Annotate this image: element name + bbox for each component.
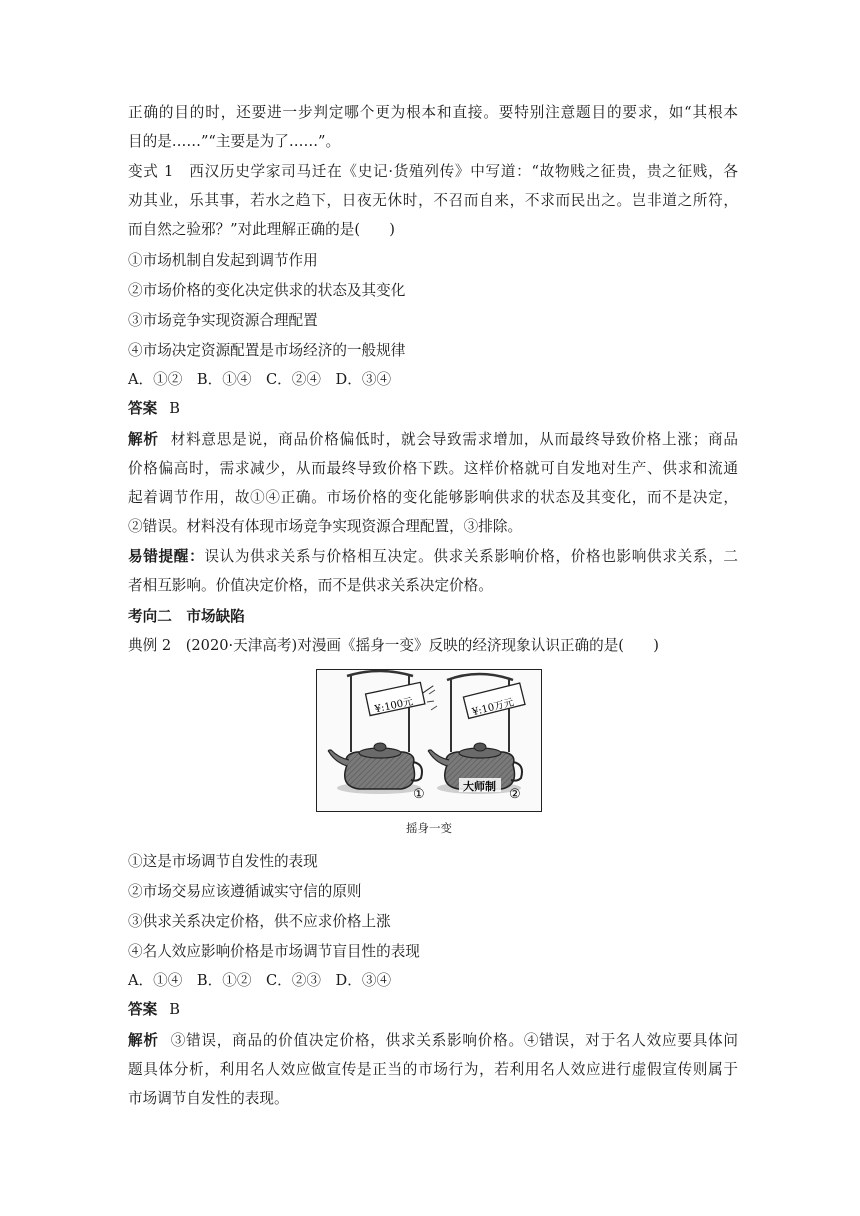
- example-option-4: ④名人效应影响价格是市场调节盲目性的表现: [128, 943, 420, 960]
- example-question: 典例 2 (2020·天津高考)对漫画《摇身一变》反映的经济现象认识正确的是( ): [128, 637, 659, 654]
- variant-choices: A．①② B．①④ C．②④ D．③④: [128, 371, 392, 388]
- section-heading: 考向二 市场缺陷: [128, 608, 245, 625]
- cartoon-figure: [316, 669, 542, 812]
- example-analysis-line-1: [128, 1031, 738, 1051]
- variant-option-1: ①市场机制自发起到调节作用: [128, 252, 318, 269]
- marker-1: ①: [413, 787, 425, 802]
- price-tag-1-text: ¥:100元: [373, 696, 415, 716]
- answer-value: B: [169, 400, 180, 417]
- answer-label: 答案: [128, 1001, 158, 1018]
- variant-analysis-line-2: 价格偏高时，需求减少，从而最终导致价格下跌。这样价格就可自发地对生产、供求和流通: [128, 460, 738, 477]
- variant-answer: [128, 399, 738, 419]
- variant-question-line-2: 劝其业，乐其事，若水之趋下，日夜无休时，不召而自来，不求而民出之。岂非道之所符，: [128, 192, 738, 209]
- figure-caption: 摇身一变: [406, 821, 452, 835]
- answer-value: B: [169, 1001, 180, 1018]
- tip-line-1: [128, 547, 738, 567]
- tip-line-2: 者相互影响。价值决定价格，而不是供求关系决定价格。: [128, 577, 493, 594]
- variant-option-4: ④市场决定资源配置是市场经济的一般规律: [128, 342, 406, 359]
- variant-question-line-3: 而自然之验邪？”对此理解正确的是( ): [128, 221, 395, 238]
- example-option-2: ②市场交易应该遵循诚实守信的原则: [128, 883, 362, 900]
- price-tag-2-text: ¥:10万元: [471, 697, 516, 719]
- example-option-3: ③供求关系决定价格，供不应求价格上涨: [128, 913, 391, 930]
- example-option-1: ①这是市场调节自发性的表现: [128, 853, 318, 870]
- answer-label: 答案: [128, 400, 158, 417]
- teapot-cartoon: [317, 670, 540, 810]
- analysis-text: ③错误，商品的价值决定价格，供求关系影响价格。④错误，对于名人效应要具体问: [170, 1032, 738, 1049]
- analysis-label: 解析: [128, 431, 159, 448]
- variant-analysis-line-3: 起着调节作用，故①④正确。市场价格的变化能够影响供求的状态及其变化，而不是决定，: [128, 489, 738, 506]
- example-choices: A．①④ B．①② C．②③ D．③④: [128, 972, 392, 989]
- tip-text: 误认为供求关系与价格相互决定。供求关系影响价格，价格也影响供求关系，二: [204, 548, 738, 565]
- example-analysis-line-3: 市场调节自发性的表现。: [128, 1090, 289, 1107]
- variant-analysis-line-1: [128, 430, 738, 450]
- marker-2: ②: [509, 787, 521, 802]
- tip-label: 易错提醒：: [128, 548, 205, 565]
- intro-line-1: 正确的目的时，还要进一步判定哪个更为根本和直接。要特别注意题目的要求，如“其根本: [128, 104, 738, 121]
- intro-line-2: 目的是……”“主要是为了……”。: [128, 133, 341, 150]
- variant-question-line-1: 变式 1 西汉历史学家司马迁在《史记·货殖列传》中写道：“故物贱之征贵，贵之征贱，各: [128, 163, 738, 180]
- master-made-label: 大师制: [463, 780, 496, 793]
- variant-option-2: ②市场价格的变化决定供求的状态及其变化: [128, 282, 406, 299]
- example-analysis-line-2: 题具体分析，利用名人效应做宣传是正当的市场行为，若利用名人效应进行虚假宣传则属于: [128, 1061, 738, 1078]
- variant-analysis-line-4: ②错误。材料没有体现市场竞争实现资源合理配置，③排除。: [128, 518, 523, 535]
- variant-option-3: ③市场竞争实现资源合理配置: [128, 312, 318, 329]
- analysis-text: 材料意思是说，商品价格偏低时，就会导致需求增加，从而最终导致价格上涨；商品: [170, 431, 738, 448]
- example-answer: [128, 1000, 738, 1020]
- analysis-label: 解析: [128, 1032, 159, 1049]
